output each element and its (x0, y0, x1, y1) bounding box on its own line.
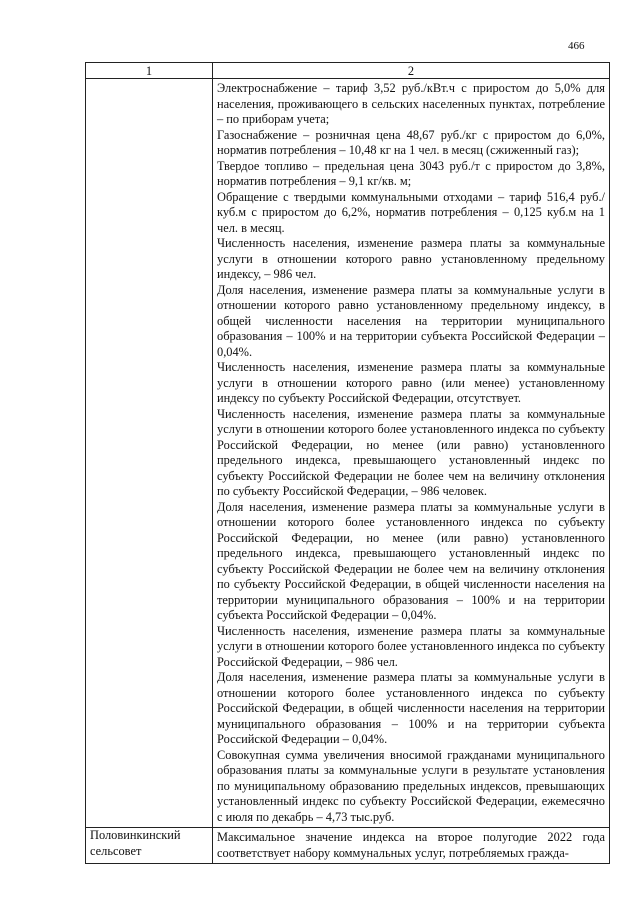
paragraph-population-between: Численность населения, изменение размера платы за коммунальные услуги в отношении которого более установленного индекса по субъекту Российской Федерации, но менее (или равно) установленного предельного индекса, превышающего установленный индекс по субъекту Российской Федерации не более чем на величину отклонения по субъекту Российской Федерации, – 986 человек. (217, 406, 605, 498)
municipality-cell: Половинкинский сельсовет (86, 828, 213, 864)
description-cell (213, 828, 610, 864)
paragraph-electricity: Электроснабжение – тариф 3,52 руб./кВт.ч с приростом до 5,0% для населения, проживающего в сельских населенных пунктах, потребление – по приборам учета; (217, 81, 605, 126)
table-header-row (86, 63, 610, 79)
page-number: 466 (568, 40, 585, 52)
description-cell (213, 79, 610, 828)
paragraph-total-increase: Совокупная сумма увеличения вносимой гражданами муниципального образования платы за коммунальные услуги в результате установления по муниципальному образованию предельных индексов, превышающих установленный индекс по субъекту Российской Федерации, ежемесячно с июля по декабрь – 4,73 тыс.руб. (217, 747, 605, 824)
paragraph-solid-fuel: Твердое топливо – предельная цена 3043 руб./т с приростом до 3,8%, норматив потребления – 9,1 кг/кв. м; (217, 158, 605, 188)
table-row (86, 828, 610, 864)
paragraph-share-more: Доля населения, изменение размера платы за коммунальные услуги в отношении которого более установленного индекса по субъекту Российской Федерации, в общей численности населения на территории муниципального образования – 100% и на территории субъекта Российской Федерации – 0,04%. (217, 670, 605, 746)
paragraph-max-index: Максимальное значение индекса на второе полугодие 2022 года соответствует набору коммунальных услуг, потребляемых гражда- (217, 830, 605, 860)
column-header-2: 2 (213, 63, 610, 79)
column-header-1: 1 (86, 63, 213, 79)
paragraph-waste: Обращение с твердыми коммунальными отходами – тариф 516,4 руб./куб.м с приростом до 6,2%, норматив потребления – 0,125 куб.м на 1 чел. в месяц. (217, 189, 605, 235)
paragraph-population-less: Численность населения, изменение размера платы за коммунальные услуги в отношении которого равно (или менее) установленному индексу по субъекту Российской Федерации, отсутствует. (217, 360, 605, 405)
paragraph-gas: Газоснабжение – розничная цена 48,67 руб./кг с приростом до 6,0%, норматив потребления – 10,48 кг на 1 чел. в месяц (сжиженный газ); (217, 127, 605, 157)
paragraph-share-equal: Доля населения, изменение размера платы за коммунальные услуги в отношении которого равно установленному предельному индексу, в общей численности населения на территории муниципального образования – 100% и на территории субъекта Российской Федерации – 0,04%. (217, 282, 605, 359)
document-table (85, 62, 610, 864)
paragraph-population-equal: Численность населения, изменение размера платы за коммунальные услуги в отношении которого равно установленному предельному индексу, – 986 чел. (217, 236, 605, 281)
municipality-cell (86, 79, 213, 828)
paragraph-population-more: Численность населения, изменение размера платы за коммунальные услуги в отношении которого более установленного индекса по субъекту Российской Федерации, – 986 чел. (217, 623, 605, 669)
paragraph-share-between: Доля населения, изменение размера платы за коммунальные услуги в отношении которого более установленного индекса по субъекту Российской Федерации, но менее (или равно) установленного предельного индекса, превышающего установленный индекс по субъекту Российской Федерации не более чем на величину отклонения по субъекту Российской Федерации, в общей численности населения на территории муниципального образования – 100% и на территории субъекта Российской Федерации – 0,04%. (217, 499, 605, 622)
table-row (86, 79, 610, 828)
